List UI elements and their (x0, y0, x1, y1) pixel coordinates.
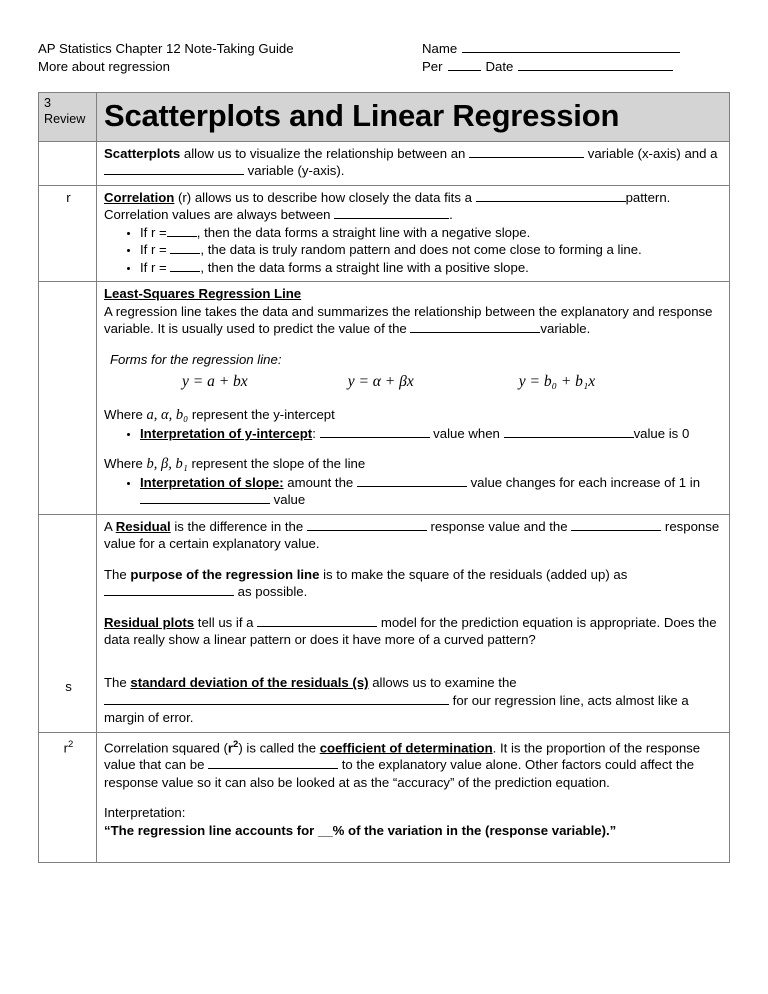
table-row-lsrl (39, 282, 730, 515)
residual-blank-1[interactable] (307, 518, 427, 531)
table-row-r-squared (39, 732, 730, 862)
residual-text-1: is the difference in the (170, 519, 307, 535)
residual-text-0: A (104, 519, 116, 535)
scatterplots-text-1: allow us to visualize the relationship between an (180, 146, 470, 161)
residual-term: Residual (115, 519, 171, 535)
interpretation-slope-label: Interpretation of slope: (140, 474, 284, 490)
purpose-text-0: The (104, 566, 131, 582)
notes-table (38, 92, 730, 863)
residual-spacer-3 (104, 648, 724, 674)
correlation-bullet-list (104, 224, 724, 277)
correlation-bullet-2-blank[interactable] (170, 241, 200, 254)
residual-spacer-1 (104, 553, 724, 566)
residual-plots-blank[interactable] (257, 614, 377, 627)
r-squared-text-0: Correlation squared ( (104, 740, 228, 756)
scatterplots-label-cell (39, 142, 97, 186)
r-squared-symbol: r (227, 740, 234, 756)
residual-plots-paragraph (104, 614, 724, 649)
lsrl-spacer-2 (104, 393, 724, 406)
r-squared-label-sup: 2 (68, 738, 74, 750)
lsrl-paragraph (104, 303, 724, 338)
residual-text-2: response value and the (426, 519, 572, 535)
residual-label-cell: s (39, 515, 97, 733)
purpose-text-2: as possible. (234, 584, 308, 600)
r-squared-paragraph (104, 736, 724, 792)
residual-plots-text-2: model for the prediction equation is appropriate. Does the data really show a linear pattern or does it have more of a curved pattern? (104, 614, 717, 648)
per-label: Per (422, 58, 443, 74)
scatterplots-blank-1[interactable] (469, 145, 584, 158)
review-label: Review (44, 111, 86, 126)
r-squared-spacer (104, 791, 724, 804)
name-field-row (422, 40, 712, 58)
residual-spacer-2 (104, 601, 724, 614)
list-item (140, 224, 724, 242)
where-intercept-post: represent the y-intercept (188, 407, 335, 423)
correlation-bullet-3-post: , then the data forms a straight line with a positive slope. (200, 259, 529, 275)
forms-label-line (104, 351, 724, 368)
regression-equations-row (104, 373, 724, 390)
scatterplots-paragraph (104, 145, 724, 180)
header-left-block (38, 40, 294, 75)
residual-plots-text-1: tell us if a (194, 614, 258, 630)
interpretation-intercept-b: value when (429, 425, 504, 441)
lsrl-blank-1[interactable] (410, 320, 540, 333)
equation-1: y = a + bx (182, 373, 248, 391)
interpretation-intercept-c: value is 0 (633, 425, 690, 441)
where-slope-vars: b, β, b₁ (146, 456, 188, 473)
where-slope-pre: Where (104, 456, 147, 472)
purpose-text-1: is to make the square of the residuals (added up) as (319, 566, 628, 582)
interpretation-slope-b: value changes for each increase of 1 in (466, 474, 701, 490)
interpretation-quote: “The regression line accounts for __% of the variation in the (response variable).” (104, 822, 617, 838)
correlation-term: Correlation (104, 189, 175, 205)
purpose-blank[interactable] (104, 583, 234, 596)
std-dev-text-2: for our regression line, acts almost like a margin of error. (104, 692, 689, 726)
table-row-correlation (39, 185, 730, 282)
correlation-paragraph (104, 189, 724, 224)
review-number-cell (39, 93, 97, 142)
interpretation-intercept-label: Interpretation of y-intercept (140, 425, 313, 441)
correlation-text-2: pattern. Correlation values are always between (104, 189, 671, 223)
purpose-term: purpose of the regression line (130, 566, 320, 582)
r-squared-text-1: ) is called the (238, 740, 320, 756)
std-dev-term: standard deviation of the residuals (s) (130, 675, 369, 691)
r-squared-text-2: . It is the proportion of the response value that can be (104, 740, 701, 773)
table-row-scatterplots (39, 142, 730, 186)
residual-text-3: response value for a certain explanatory value. (104, 519, 720, 552)
r-squared-symbol-sup: 2 (233, 738, 239, 750)
residual-plots-term: Residual plots (104, 614, 195, 630)
r-squared-spacer-2 (104, 839, 724, 857)
name-label: Name (422, 41, 458, 56)
interpretation-label: Interpretation: (104, 805, 186, 821)
document-header (38, 40, 730, 75)
residual-content-cell (97, 515, 730, 733)
interpretation-intercept-blank-2[interactable] (504, 425, 634, 438)
r-squared-text-3: to the explanatory value alone. Other factors could affect the response value so it can also be looked at as the “accuracy” of the prediction equation. (104, 757, 695, 790)
correlation-bullet-2-pre: If r = (140, 242, 171, 258)
std-dev-text-0: The (104, 675, 131, 691)
correlation-bullet-3-blank[interactable] (170, 259, 200, 272)
date-label: Date (485, 58, 514, 74)
interpretation-intercept-a: : (312, 425, 320, 441)
interpretation-intercept-blank-1[interactable] (320, 425, 430, 438)
scatterplots-text-3: variable (y-axis). (244, 163, 345, 179)
correlation-text-3: . (449, 207, 453, 223)
list-item (140, 241, 724, 259)
intercept-bullet-list (104, 425, 724, 443)
lsrl-spacer-3 (104, 442, 724, 455)
correlation-bullet-1-post: , then the data forms a straight line with a negative slope. (196, 224, 531, 240)
review-number: 3 (44, 96, 52, 110)
lsrl-heading: Least-Squares Regression Line (104, 286, 302, 302)
list-item (140, 474, 724, 509)
correlation-bullet-3-pre: If r = (140, 259, 171, 275)
purpose-paragraph (104, 566, 724, 601)
r-squared-content-cell (97, 732, 730, 862)
std-dev-blank-2[interactable] (319, 692, 449, 705)
where-intercept-line (104, 406, 724, 424)
correlation-bullet-2-post: , the data is truly random pattern and does not come close to forming a line. (200, 242, 642, 258)
table-row-residual (39, 515, 730, 733)
where-slope-line (104, 455, 724, 473)
std-dev-text-1: allows us to examine the (368, 675, 517, 691)
residual-blank-2[interactable] (571, 518, 661, 531)
per-blank-line[interactable] (448, 58, 481, 71)
scatterplots-text-2: variable (x-axis) and a (584, 146, 718, 161)
interpretation-slope-blank-1[interactable] (357, 474, 467, 487)
slope-bullet-list (104, 474, 724, 509)
interpretation-slope-blank-2[interactable] (140, 491, 270, 504)
correlation-text-1: (r) allows us to describe how closely the data fits a (174, 189, 476, 205)
equation-2: y = α + βx (347, 373, 414, 391)
correlation-bullet-1-pre: If r = (140, 224, 167, 240)
lsrl-spacer-1 (104, 338, 724, 351)
lsrl-label-cell (39, 282, 97, 515)
r-squared-blank[interactable] (208, 756, 338, 769)
lsrl-content-cell (97, 282, 730, 515)
correlation-label-cell: r (39, 185, 97, 282)
where-intercept-vars: a, α, b₀ (146, 407, 189, 424)
r-squared-label-base: r (63, 740, 69, 756)
header-right-block (422, 40, 712, 75)
r-squared-label-cell (39, 732, 97, 862)
where-intercept-pre: Where (104, 407, 147, 423)
scatterplots-content-cell (97, 142, 730, 186)
correlation-content-cell (97, 185, 730, 282)
name-blank-line[interactable] (462, 40, 680, 53)
where-slope-post: represent the slope of the line (187, 456, 366, 472)
scatterplots-term: Scatterplots (104, 146, 181, 161)
residual-definition-paragraph (104, 518, 724, 553)
std-dev-blank-1[interactable] (104, 692, 319, 705)
correlation-bullet-1-blank[interactable] (167, 224, 197, 237)
per-date-field-row (422, 58, 712, 76)
date-blank-line[interactable] (518, 58, 673, 71)
correlation-blank-1[interactable] (476, 189, 626, 202)
main-title-cell (97, 93, 730, 142)
correlation-blank-2[interactable] (334, 206, 449, 219)
interpretation-slope-a: amount the (283, 474, 357, 490)
lsrl-text-1: A regression line takes the data and summarizes the relationship between the explanatory and response variable. It is usually used to predict the value of the (104, 303, 713, 337)
equation-3: y = b₀ + b₁x (518, 373, 596, 391)
header-subtitle-line: More about regression (38, 58, 170, 74)
interpretation-slope-c: value (270, 492, 306, 508)
std-dev-paragraph (104, 674, 724, 726)
table-row-title (39, 93, 730, 142)
forms-label-text: Forms for the regression line (110, 351, 278, 367)
scatterplots-blank-2[interactable] (104, 162, 244, 175)
coefficient-of-determination-term: coefficient of determination (319, 740, 493, 756)
forms-label-colon: : (277, 351, 282, 367)
page-title: Scatterplots and Linear Regression (104, 98, 620, 133)
list-item (140, 259, 724, 277)
list-item (140, 425, 724, 443)
lsrl-text-2: variable. (540, 321, 591, 337)
header-title-line: AP Statistics Chapter 12 Note-Taking Guide (38, 41, 294, 56)
